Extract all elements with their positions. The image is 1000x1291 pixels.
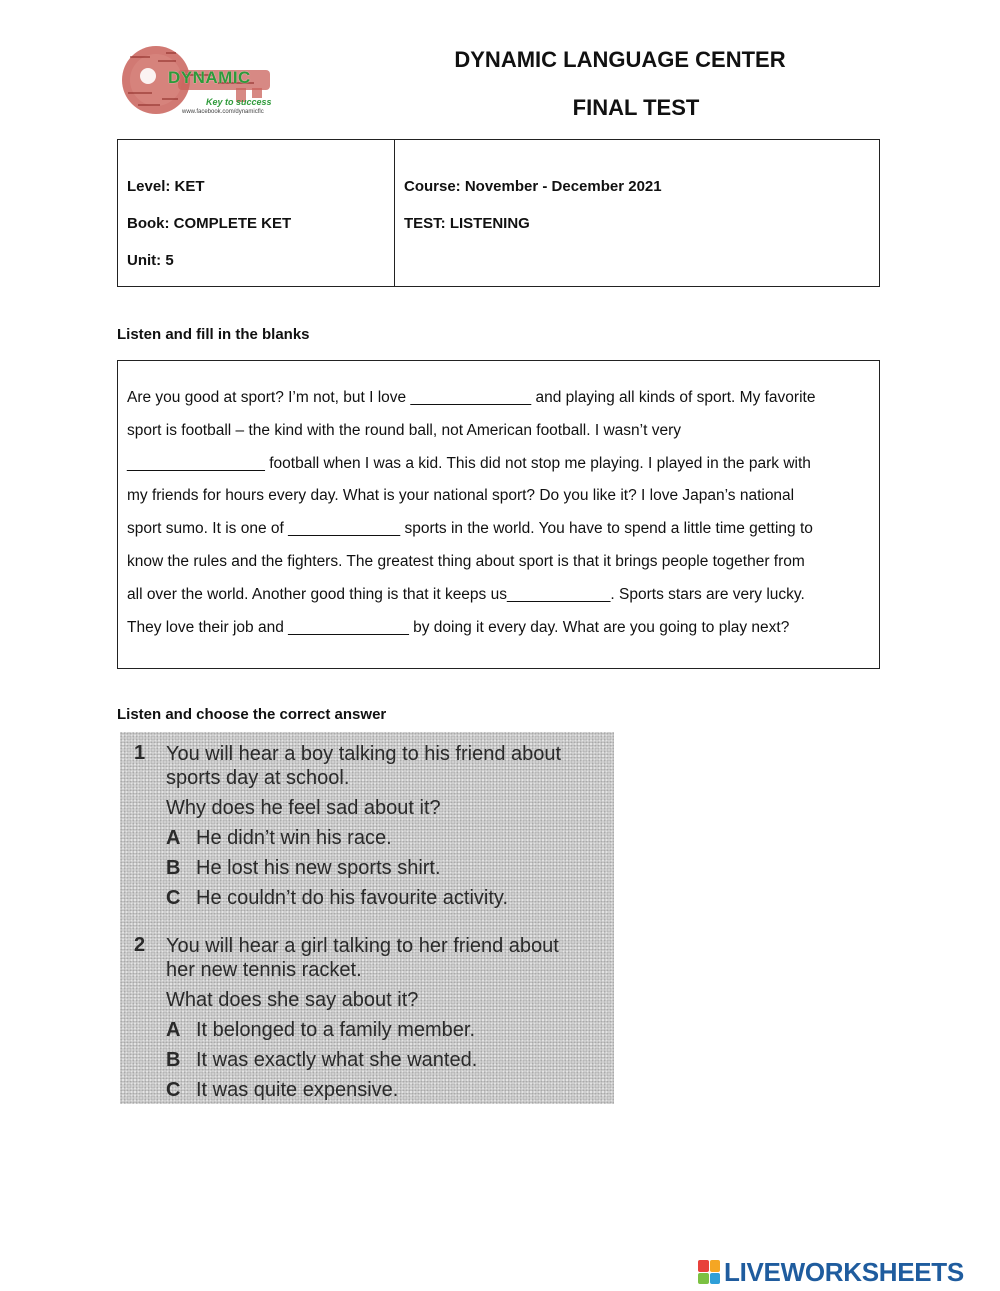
- question-number: 2: [134, 934, 146, 956]
- passage-line: They love their job and ______________ by doing it every day. What are you going to play next?: [127, 618, 790, 636]
- option-letter: C: [166, 1079, 181, 1101]
- option-b[interactable]: [166, 856, 441, 880]
- logo-url: www.facebook.com/dynamicflc: [182, 109, 264, 115]
- option-b[interactable]: [166, 1048, 477, 1072]
- stem-line: You will hear a girl talking to her friend about: [166, 935, 559, 957]
- liveworksheets-logo[interactable]: [698, 1257, 964, 1287]
- test-label: TEST: LISTENING: [404, 215, 530, 232]
- option-letter: C: [166, 887, 181, 909]
- option-letter: B: [166, 857, 181, 879]
- option-text: He lost his new sports shirt.: [196, 857, 441, 879]
- passage-line: my friends for hours every day. What is your national sport? Do you like it? I love Japan’s national: [127, 487, 795, 505]
- questions-scan: [120, 732, 614, 1104]
- passage-line: ________________ football when I was a kid. This did not stop me playing. I played in the park with: [127, 454, 811, 472]
- question-stem: [166, 742, 606, 790]
- option-a[interactable]: [166, 1018, 475, 1042]
- stem-line: her new tennis racket.: [166, 959, 362, 981]
- option-letter: A: [166, 1019, 181, 1041]
- passage-line: sport sumo. It is one of _____________ sports in the world. You have to spend a little time getting to: [127, 520, 813, 538]
- logo-tagline: Key to success: [206, 97, 272, 107]
- dynamic-logo: [118, 42, 278, 124]
- passage-line: know the rules and the fighters. The greatest thing about sport is that it brings people together from: [127, 552, 805, 570]
- passage-line: sport is football – the kind with the round ball, not American football. I wasn’t very: [127, 421, 681, 439]
- liveworksheets-badge-icon: [698, 1260, 720, 1284]
- page-subtitle: FINAL TEST: [572, 95, 700, 120]
- section-fill-blanks-label: Listen and fill in the blanks: [117, 326, 310, 343]
- badge-square: [710, 1260, 721, 1272]
- info-left-cell: [118, 140, 395, 286]
- option-c[interactable]: [166, 1078, 398, 1102]
- stem-line: You will hear a boy talking to his friend about: [166, 743, 562, 765]
- option-text: He didn’t win his race.: [196, 827, 392, 849]
- badge-square: [698, 1273, 709, 1285]
- option-text: He couldn’t do his favourite activity.: [196, 887, 509, 909]
- question-text: Why does he feel sad about it?: [166, 797, 441, 819]
- option-letter: A: [166, 827, 181, 849]
- book-label: Book: COMPLETE KET: [127, 215, 292, 232]
- unit-label: Unit: 5: [127, 252, 174, 269]
- course-label: Course: November - December 2021: [404, 178, 662, 195]
- passage-line: Are you good at sport? I’m not, but I love ______________ and playing all kinds of sport. My favorite: [127, 389, 816, 406]
- option-letter: B: [166, 1049, 181, 1071]
- liveworksheets-brand: LIVEWORKSHEETS: [724, 1256, 964, 1287]
- page-title: DYNAMIC LANGUAGE CENTER: [454, 47, 786, 72]
- question-number: 1: [134, 742, 146, 764]
- passage-box: [117, 360, 880, 669]
- badge-square: [710, 1273, 721, 1285]
- option-text: It was quite expensive.: [196, 1079, 399, 1101]
- option-c[interactable]: [166, 886, 508, 910]
- badge-square: [698, 1260, 709, 1272]
- option-a[interactable]: [166, 826, 392, 850]
- section-choose-answer-label: Listen and choose the correct answer: [117, 706, 387, 723]
- stem-line: sports day at school.: [166, 767, 350, 789]
- passage-line: all over the world. Another good thing is that it keeps us____________. Sports stars are very lucky.: [127, 585, 805, 603]
- option-text: It was exactly what she wanted.: [196, 1049, 478, 1071]
- level-label: Level: KET: [127, 178, 205, 195]
- info-right-cell: [395, 140, 879, 286]
- info-table: [117, 139, 880, 287]
- logo-word: DYNAMIC: [168, 68, 251, 87]
- question-text: What does she say about it?: [166, 989, 419, 1011]
- option-text: It belonged to a family member.: [196, 1019, 476, 1041]
- question-stem: [166, 934, 606, 982]
